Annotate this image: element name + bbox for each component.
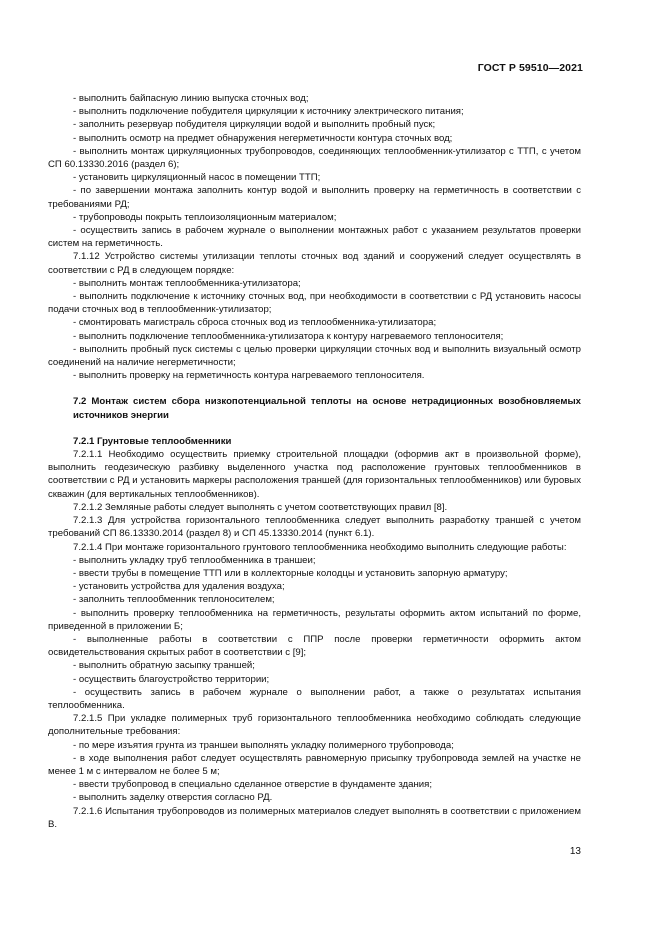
body-paragraph: - выполнить проверку теплообменника на герметичность, результаты оформить актом испытаний по форме, приведенной в приложении Б; [48,607,581,632]
body-paragraph: - выполнить монтаж циркуляционных трубопроводов, соединяющих теплообменник-утилизатор с ТТП, с учетом СП 60.13330.2016 (раздел 6); [48,145,581,171]
body-paragraph: 7.2.1.5 При укладке полимерных труб горизонтального теплообменника необходимо соблюдать следующие дополнительные требования: [48,713,581,738]
document-header: ГОСТ Р 59510—2021 [477,62,583,74]
body-paragraph: - заполнить теплообменник теплоносителем; [73,594,275,606]
body-paragraph: 7.2.1.1 Необходимо осуществить приемку строительной площадки (оформив акт в произвольной форме), выполнить геодезическую разбивку выделенного участка под расположение грунтовых теплообменников в соответствии с РД и установить маркеры расположения траншей (для горизонтальных теплообменников) или буровых скважин (для вертикальных теплообменников). [48,449,581,500]
body-paragraph: - выполнить байпасную линию выпуска сточных вод; [73,93,309,104]
body-paragraph: - выполнить подключение теплообменника-утилизатора к контуру нагреваемого теплоносителя; [73,330,504,342]
body-paragraph: - выполнить обратную засыпку траншей; [73,660,255,672]
body-paragraph: - установить устройства для удаления воздуха; [73,581,285,593]
body-paragraph: 7.2.1.6 Испытания трубопроводов из полимерных материалов следует выполнять в соответствии с приложением В. [48,805,581,830]
body-paragraph: - смонтировать магистраль сброса сточных вод из теплообменника-утилизатора; [73,317,437,329]
body-paragraph: - заполнить резервуар побудителя циркуляции водой и выполнить пробный пуск; [73,119,436,131]
body-paragraph: - по мере изъятия грунта из траншеи выполнять укладку полимерного трубопровода; [73,739,454,751]
body-paragraph: - выполнить подключение побудителя циркуляции к источнику электрического питания; [73,106,464,118]
paragraph-gap [48,382,581,395]
body-paragraph: - выполнить заделку отверстия согласно РД. [73,792,273,804]
body-paragraph: - осуществить благоустройство территории; [73,673,270,685]
page-number: 13 [569,846,581,857]
body-paragraph: - осуществить запись в рабочем журнале о выполнении работ, а также о результатах испытания теплообменника. [48,686,581,711]
body-paragraph: 7.1.12 Устройство системы утилизации теплоты сточных вод зданий и сооружений следует осуществлять в соответствии с РД в следующем порядке: [48,251,581,276]
body-paragraph: - выполнить проверку на герметичность контура нагреваемого теплоносителя. [73,370,425,382]
body-paragraph: - выполнить укладку труб теплообменника в траншеи; [73,554,316,566]
subsection-heading: 7.2.1 Грунтовые теплообменники [73,435,232,447]
body-paragraph: - установить циркуляционный насос в помещении ТТП; [73,172,321,184]
body-paragraph: - выполнить пробный пуск системы с целью проверки циркуляции сточных вод и выполнить визуальный осмотр соединений на наличие негерметичности; [48,343,581,369]
document-body [48,92,581,831]
body-paragraph: 7.2.1.4 При монтаже горизонтального грунтового теплообменника необходимо выполнить следующие работы: [73,541,567,553]
body-paragraph: - ввести трубы в помещение ТТП или в коллекторные колодцы и установить запорную арматуру; [73,567,508,579]
body-paragraph: - по завершении монтажа заполнить контур водой и выполнить проверку на герметичность в соответствии с требованиями РД; [48,185,581,210]
paragraph-gap [48,422,581,435]
section-heading: 7.2 Монтаж систем сбора низкопотенциальной теплоты на основе нетрадиционных возобновляемых источников энергии [73,396,581,421]
body-paragraph: - выполненные работы в соответствии с ППР после проверки герметичности оформить актом освидетельствования скрытых работ в соответствии с [9]; [48,633,581,659]
body-paragraph: - выполнить осмотр на предмет обнаружения негерметичности контура сточных вод; [73,132,453,144]
body-paragraph: - в ходе выполнения работ следует осуществлять равномерную присыпку трубопровода землей на участке не менее 1 м с интервалом не более 5 м; [48,752,581,777]
body-paragraph: - выполнить монтаж теплообменника-утилизатора; [73,277,301,289]
body-paragraph: - выполнить подключение к источнику сточных вод, при необходимости в соответствии с РД установить насосы подачи сточных вод в теплообменник-утилизатор; [48,291,581,316]
body-paragraph: 7.2.1.2 Земляные работы следует выполнять с учетом соответствующих правил [8]. [73,501,448,513]
body-paragraph: - осуществить запись в рабочем журнале о выполнении монтажных работ с указанием результатов проверки систем на герметичность. [48,225,581,250]
body-paragraph: 7.2.1.3 Для устройства горизонтального теплообменника следует выполнить разработку траншей с учетом требований СП 86.13330.2014 (раздел 8) и СП 45.13330.2014 (пункт 6.1). [48,515,581,540]
body-paragraph: - ввести трубопровод в специально сделанное отверстие в фундаменте здания; [73,779,433,791]
body-paragraph: - трубопроводы покрыть теплоизоляционным материалом; [73,211,337,223]
